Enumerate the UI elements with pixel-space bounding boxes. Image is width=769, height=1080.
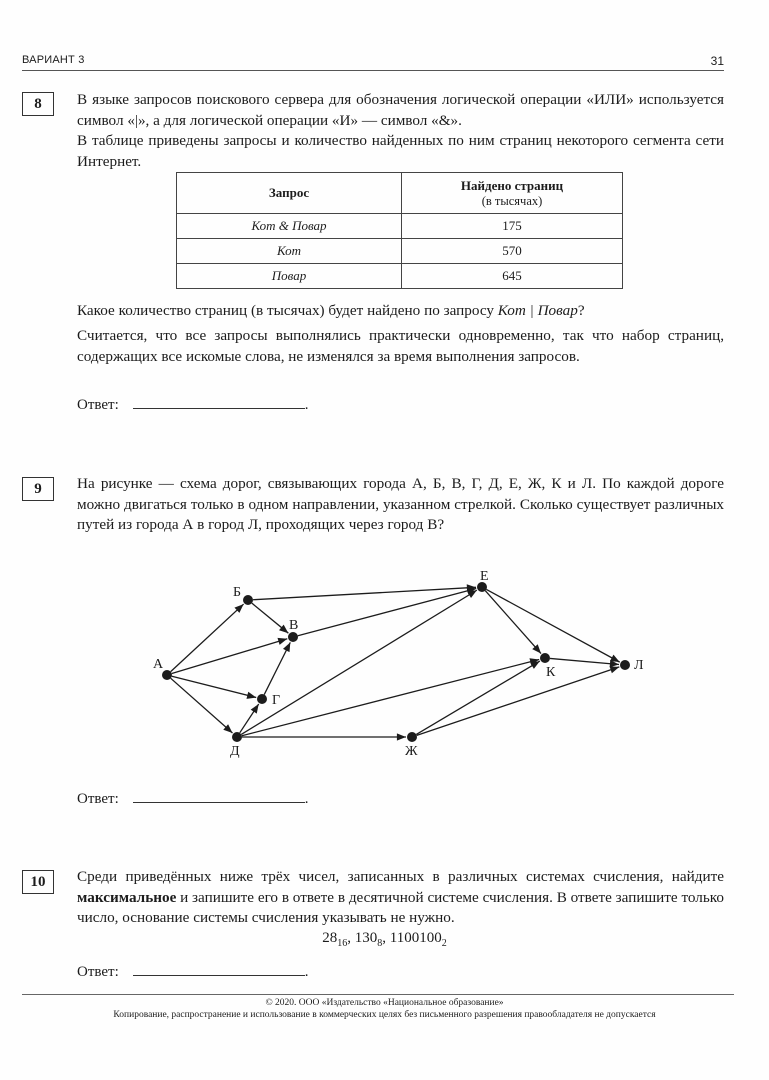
city-node-Л — [620, 660, 630, 670]
road-edge-А-Б — [171, 604, 244, 672]
task-9-answer: Ответ: . — [77, 788, 309, 808]
footer-notice: Копирование, распространение и использование в коммерческих целях без письменного разрешения правообладателя не допускается — [113, 1009, 656, 1020]
city-node-Б — [243, 595, 253, 605]
task-8-answer: Ответ: . — [77, 394, 309, 414]
pages-cell: 570 — [402, 239, 623, 264]
answer-label: Ответ: — [77, 964, 119, 980]
number-2: $130_8$ — [354, 930, 383, 949]
answer-field[interactable] — [133, 961, 305, 976]
city-node-В — [288, 632, 298, 642]
city-label: В — [289, 618, 299, 633]
footer-divider — [22, 994, 734, 995]
road-edge-Е-Л — [486, 589, 619, 662]
question-prefix: Какое количество страниц (в тысячах) будет найдено по запросу — [77, 302, 498, 319]
road-edge-Б-В — [252, 603, 289, 633]
task-8-intro-line2: В таблице приведены запросы и количество найденных по ним страниц некоторого сегмента сети Интернет. — [77, 132, 724, 170]
page-footer — [0, 998, 769, 1021]
road-edge-А-В — [172, 639, 287, 674]
number-1: $28_{16}$ — [322, 930, 348, 949]
graph-nodes — [153, 569, 644, 759]
task-8-intro-line1: В языке запросов поискового сервера для обозначения логической операции «ИЛИ» используется символ «|», а для логической операции «И» — символ «&». — [77, 91, 724, 129]
city-label: А — [153, 657, 164, 672]
footer-copyright: © 2020. ООО «Издательство «Национальное образование» — [265, 998, 504, 1008]
task-10-answer: Ответ: . — [77, 961, 309, 981]
city-node-Ж — [407, 732, 417, 742]
city-label: Ж — [405, 744, 418, 759]
road-edge-Ж-К — [416, 661, 540, 734]
task-10-text-start: Среди приведённых ниже трёх чисел, записанных в различных системах счисления, найдите — [77, 868, 724, 885]
task-10-number: 10 — [22, 870, 54, 894]
task-10-numbers: $28_{16}$, $130_8$, $1100100_2$ — [322, 930, 447, 949]
query-cell: Кот — [177, 239, 402, 264]
task-9-text-body: На рисунке — схема дорог, связывающих города А, Б, В, Г, Д, Е, Ж, К и Л. По каждой дороге можно двигаться только в одном направлении, указанном стрелкой. Сколько существует различных путей из города А в город Л, проходящих через город В? — [77, 475, 724, 533]
column-header-pages-unit: (в тысячах) — [481, 193, 543, 208]
city-node-К — [540, 653, 550, 663]
number-3: $1100100_2$ — [389, 930, 447, 949]
graph-edges — [171, 587, 620, 737]
task-10-text — [77, 867, 724, 929]
road-edge-А-Д — [171, 678, 233, 733]
road-edge-Е-К — [485, 591, 541, 654]
query-cell: Кот & Повар — [177, 214, 402, 239]
road-edge-Д-Г — [240, 704, 259, 733]
city-node-Д — [232, 732, 242, 742]
pages-cell: 645 — [402, 264, 623, 289]
road-edge-К-Л — [550, 658, 619, 664]
question-suffix: ? — [577, 302, 585, 319]
city-label: Е — [480, 569, 489, 584]
city-node-А — [162, 670, 172, 680]
road-edge-Г-В — [264, 642, 290, 694]
city-label: Л — [634, 658, 644, 673]
road-edge-Д-К — [242, 659, 539, 735]
answer-label: Ответ: — [77, 791, 119, 807]
question-query: Кот | Повар — [497, 302, 578, 319]
task-9-number: 9 — [22, 477, 54, 501]
pages-cell: 175 — [402, 214, 623, 239]
variant-label: ВАРИАНТ 3 — [22, 54, 85, 66]
answer-label: Ответ: — [77, 397, 119, 413]
city-label: Г — [272, 693, 281, 708]
city-label: Д — [230, 744, 240, 759]
task-10-text-end: и запишите его в ответе в десятичной системе счисления. В ответе запишите только число, основание системы счисления указывать не нужно. — [77, 888, 724, 926]
task-8-note-text: Считается, что все запросы выполнялись практически одновременно, так что набор страниц, содержащих все искомые слова, не изменялся за время выполнения запросов. — [77, 327, 724, 365]
answer-field[interactable] — [133, 788, 305, 803]
page-number: 31 — [710, 54, 724, 68]
query-cell: Повар — [177, 264, 402, 289]
column-header-pages-title: Найдено страниц — [460, 177, 564, 193]
city-node-Г — [257, 694, 267, 704]
road-edge-Д-Е — [241, 590, 477, 734]
city-label: Б — [233, 585, 242, 600]
city-label: К — [546, 665, 556, 680]
road-edge-А-Г — [172, 676, 256, 697]
road-edge-Ж-Л — [417, 667, 620, 735]
task-8-number: 8 — [22, 92, 54, 116]
column-header-query: Запрос — [177, 173, 402, 214]
task-10-bold-word: максимальное — [77, 888, 177, 906]
